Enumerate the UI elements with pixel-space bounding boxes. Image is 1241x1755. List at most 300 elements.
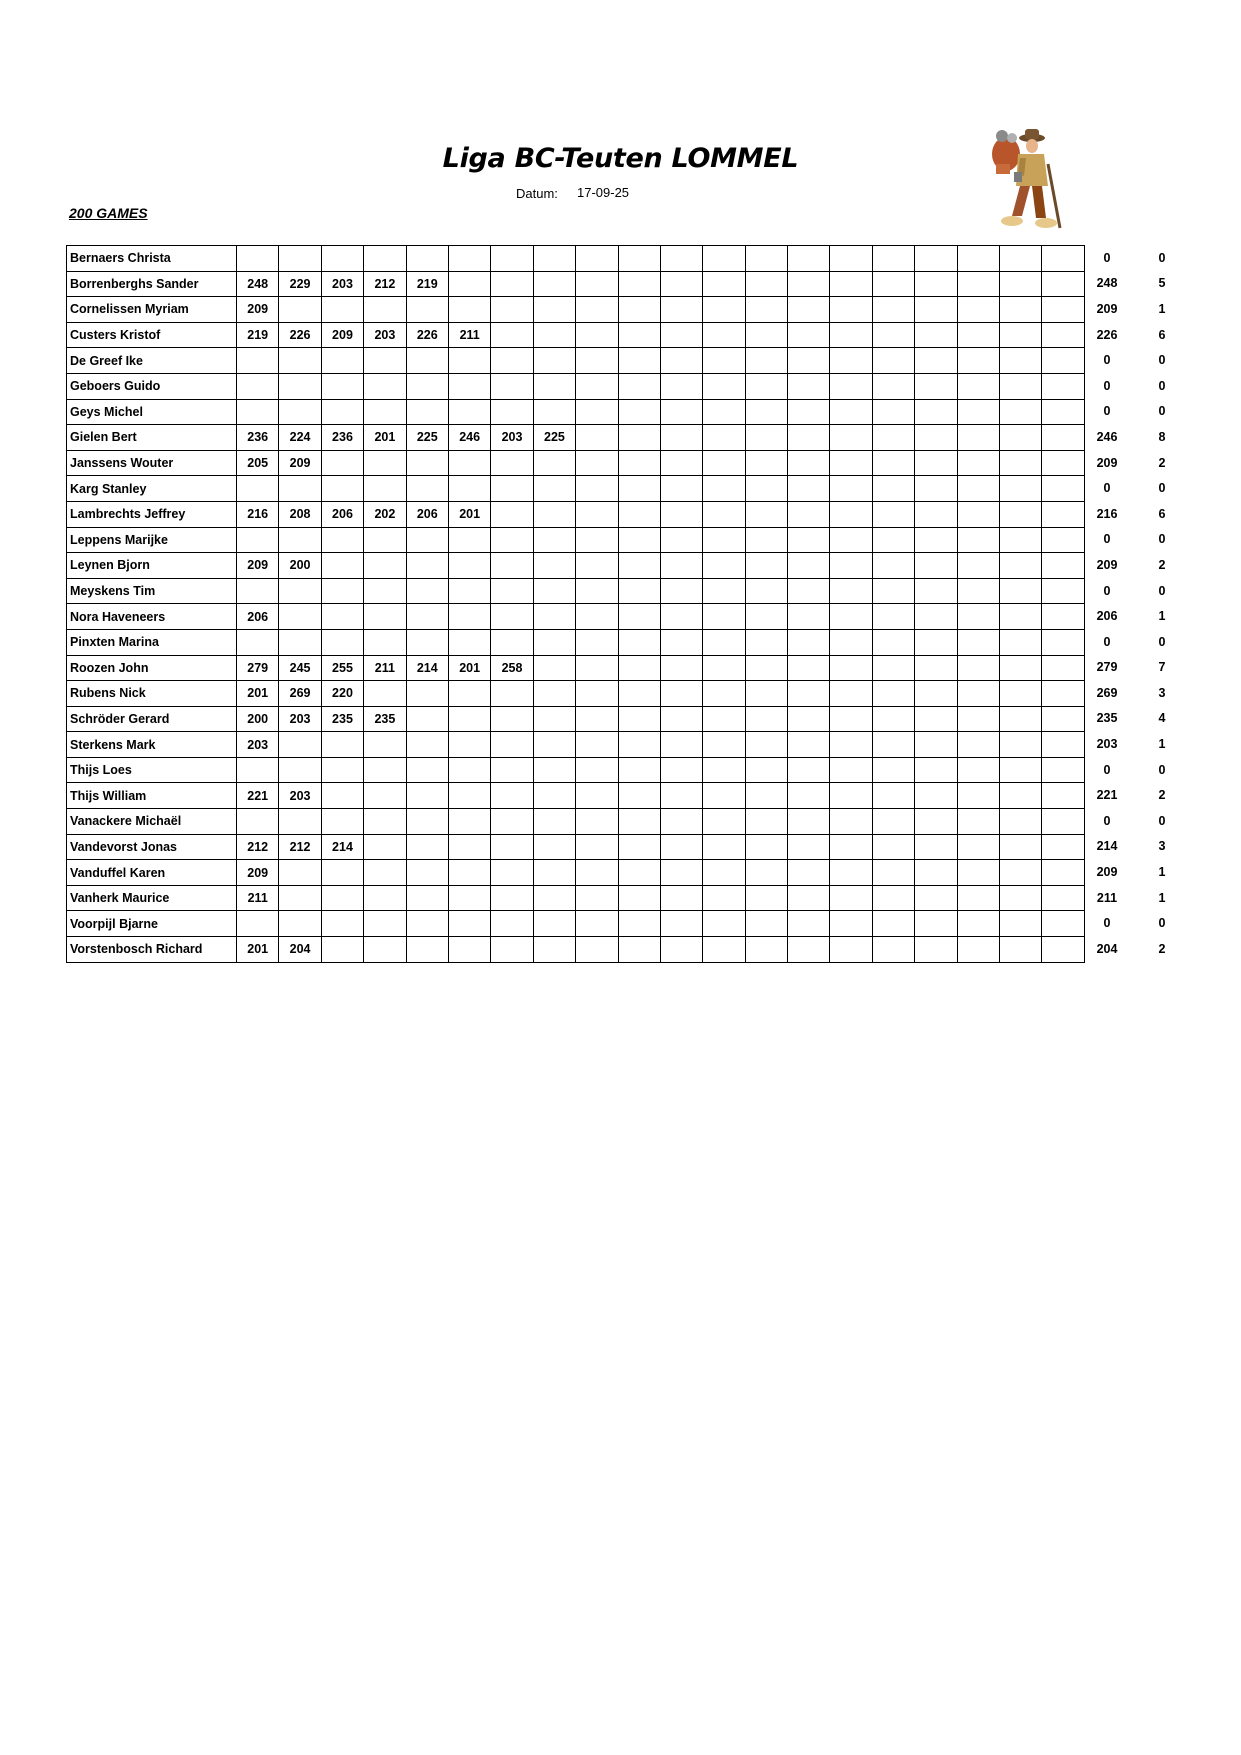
score-cell: [279, 578, 321, 604]
score-cell: [660, 450, 702, 476]
score-cell: [1042, 399, 1084, 425]
score-cell: [957, 885, 999, 911]
score-cell: [745, 297, 787, 323]
score-cell: [788, 246, 830, 272]
table-row: [67, 860, 1085, 886]
score-cell: [915, 911, 957, 937]
score-cell: [1042, 476, 1084, 502]
score-cell: [872, 527, 914, 553]
score-cell: [1000, 885, 1042, 911]
best-score: 209: [1096, 557, 1118, 572]
score-cell: [533, 681, 575, 707]
score-cell: [576, 834, 618, 860]
score-cell: [788, 706, 830, 732]
score-cell: [279, 885, 321, 911]
score-cell: [364, 604, 406, 630]
score-cell: [448, 578, 490, 604]
score-cell: [491, 937, 533, 963]
score-cell: [321, 757, 363, 783]
score-cell: [618, 655, 660, 681]
score-cell: [533, 911, 575, 937]
score-cell: [745, 809, 787, 835]
score-cell: [872, 834, 914, 860]
score-cell: [406, 246, 448, 272]
score-cell: [491, 757, 533, 783]
player-name: Voorpijl Bjarne: [67, 911, 237, 937]
score-cell: [957, 578, 999, 604]
best-score: 0: [1103, 404, 1111, 419]
score-cell: [1042, 322, 1084, 348]
score-cell: [788, 527, 830, 553]
totals-row: [1082, 757, 1192, 783]
totals-row: [1082, 629, 1192, 655]
score-cell: [237, 578, 279, 604]
score-cell: [830, 860, 872, 886]
score-cell: [830, 911, 872, 937]
score-cell: [788, 578, 830, 604]
totals-row: [1082, 271, 1192, 297]
player-name: Schröder Gerard: [67, 706, 237, 732]
score-cell: [745, 604, 787, 630]
score-cell: [533, 604, 575, 630]
score-cell: [406, 348, 448, 374]
score-cell: [491, 681, 533, 707]
score-cell: [703, 783, 745, 809]
score-cell: [448, 246, 490, 272]
player-name: Cornelissen Myriam: [67, 297, 237, 323]
score-cell: [576, 348, 618, 374]
score-cell: [660, 783, 702, 809]
score-cell: [830, 732, 872, 758]
score-cell: 201: [237, 681, 279, 707]
score-cell: [1042, 578, 1084, 604]
score-cell: [830, 476, 872, 502]
player-name: Vorstenbosch Richard: [67, 937, 237, 963]
game-count: 2: [1158, 455, 1166, 470]
score-cell: [872, 604, 914, 630]
score-cell: [237, 527, 279, 553]
score-cell: [660, 937, 702, 963]
score-cell: [321, 348, 363, 374]
score-cell: 201: [364, 425, 406, 451]
score-cell: [957, 527, 999, 553]
totals-row: [1082, 859, 1192, 885]
score-cell: [703, 937, 745, 963]
table-row: [67, 757, 1085, 783]
best-score: 209: [1096, 455, 1118, 470]
score-cell: [703, 757, 745, 783]
score-cell: 236: [237, 425, 279, 451]
score-cell: [660, 604, 702, 630]
best-score: 246: [1096, 429, 1118, 444]
score-cell: [533, 527, 575, 553]
best-score: 0: [1103, 583, 1111, 598]
table-row: [67, 834, 1085, 860]
score-cell: [533, 578, 575, 604]
score-cell: [406, 553, 448, 579]
score-cell: [279, 911, 321, 937]
score-cell: 209: [237, 297, 279, 323]
score-cell: [1042, 246, 1084, 272]
best-score: 214: [1096, 839, 1118, 854]
score-cell: [957, 501, 999, 527]
score-cell: [406, 297, 448, 323]
score-cell: [703, 450, 745, 476]
score-cell: [533, 885, 575, 911]
teut-mascot-icon: [976, 124, 1068, 236]
best-score: 216: [1096, 506, 1118, 521]
score-cell: 203: [279, 783, 321, 809]
score-cell: [618, 604, 660, 630]
score-cell: [957, 681, 999, 707]
score-cell: [1042, 757, 1084, 783]
score-cell: 236: [321, 425, 363, 451]
score-cell: [660, 911, 702, 937]
score-cell: 246: [448, 425, 490, 451]
totals-column: [1082, 245, 1192, 962]
score-cell: [957, 809, 999, 835]
score-cell: [703, 885, 745, 911]
score-cell: [1000, 757, 1042, 783]
score-cell: [957, 604, 999, 630]
score-cell: [1042, 604, 1084, 630]
score-cell: [618, 553, 660, 579]
score-cell: [915, 399, 957, 425]
player-name: Thijs Loes: [67, 757, 237, 783]
score-cell: [533, 373, 575, 399]
score-cell: [1000, 271, 1042, 297]
score-cell: [915, 322, 957, 348]
score-cell: [237, 757, 279, 783]
score-cell: [448, 373, 490, 399]
score-cell: [957, 450, 999, 476]
score-cell: [872, 553, 914, 579]
score-cell: [279, 732, 321, 758]
score-cell: [1042, 732, 1084, 758]
table-row: [67, 553, 1085, 579]
score-cell: [703, 604, 745, 630]
score-cell: [618, 297, 660, 323]
score-cell: [872, 271, 914, 297]
score-cell: [448, 834, 490, 860]
score-cell: [703, 809, 745, 835]
score-cell: [872, 681, 914, 707]
score-cell: [1000, 476, 1042, 502]
score-cell: [406, 937, 448, 963]
player-name: Roozen John: [67, 655, 237, 681]
score-cell: [576, 553, 618, 579]
score-cell: [533, 399, 575, 425]
score-cell: 279: [237, 655, 279, 681]
score-cell: [406, 629, 448, 655]
score-cell: [364, 450, 406, 476]
score-cell: [957, 937, 999, 963]
best-score: 0: [1103, 250, 1111, 265]
best-score: 0: [1103, 481, 1111, 496]
score-cell: [321, 246, 363, 272]
score-cell: [872, 937, 914, 963]
score-cell: 211: [364, 655, 406, 681]
game-count: 0: [1158, 634, 1166, 649]
score-cell: [957, 399, 999, 425]
score-cell: [576, 732, 618, 758]
totals-row: [1082, 655, 1192, 681]
score-cell: [321, 732, 363, 758]
score-cell: [406, 527, 448, 553]
score-cell: [872, 450, 914, 476]
table-row: [67, 732, 1085, 758]
score-cell: [788, 757, 830, 783]
score-cell: [491, 860, 533, 886]
score-cell: [533, 629, 575, 655]
best-score: 0: [1103, 762, 1111, 777]
score-cell: [491, 885, 533, 911]
game-count: 4: [1158, 711, 1166, 726]
score-cell: [406, 885, 448, 911]
score-cell: [830, 425, 872, 451]
score-cell: [533, 809, 575, 835]
score-cell: [1000, 783, 1042, 809]
score-cell: [957, 246, 999, 272]
score-cell: [830, 373, 872, 399]
score-cell: [872, 399, 914, 425]
score-cell: [915, 706, 957, 732]
score-cell: [491, 450, 533, 476]
score-cell: [957, 706, 999, 732]
score-cell: [1000, 450, 1042, 476]
totals-row: [1082, 245, 1192, 271]
totals-row: [1082, 603, 1192, 629]
player-name: Leppens Marijke: [67, 527, 237, 553]
score-cell: 229: [279, 271, 321, 297]
score-cell: [1000, 937, 1042, 963]
score-cell: [576, 783, 618, 809]
table-row: [67, 348, 1085, 374]
score-cell: [872, 476, 914, 502]
table-row: [67, 911, 1085, 937]
score-cell: [745, 911, 787, 937]
score-cell: [1000, 860, 1042, 886]
score-cell: [576, 297, 618, 323]
score-cell: [830, 783, 872, 809]
score-cell: [1042, 527, 1084, 553]
score-cell: [237, 246, 279, 272]
score-cell: [491, 297, 533, 323]
score-cell: [279, 476, 321, 502]
score-cell: [660, 655, 702, 681]
score-cell: [957, 757, 999, 783]
table-row: [67, 425, 1085, 451]
score-cell: [745, 527, 787, 553]
score-cell: [915, 373, 957, 399]
score-cell: [321, 527, 363, 553]
score-cell: [1042, 860, 1084, 886]
score-cell: [1000, 655, 1042, 681]
score-cell: [576, 373, 618, 399]
best-score: 209: [1096, 865, 1118, 880]
score-cell: [660, 348, 702, 374]
score-cell: [448, 271, 490, 297]
score-cell: [364, 297, 406, 323]
score-cell: [576, 655, 618, 681]
score-cell: [321, 578, 363, 604]
score-cell: 214: [406, 655, 448, 681]
score-cell: [788, 399, 830, 425]
score-cell: [237, 476, 279, 502]
score-cell: [872, 348, 914, 374]
score-cell: [957, 425, 999, 451]
score-cell: [491, 911, 533, 937]
score-cell: [703, 348, 745, 374]
totals-row: [1082, 424, 1192, 450]
score-cell: [660, 553, 702, 579]
score-cell: [1042, 297, 1084, 323]
score-cell: [491, 348, 533, 374]
score-cell: [448, 297, 490, 323]
score-cell: 226: [279, 322, 321, 348]
score-cell: [660, 732, 702, 758]
score-cell: [830, 271, 872, 297]
score-cell: [491, 527, 533, 553]
score-cell: [830, 655, 872, 681]
player-name: Vanduffel Karen: [67, 860, 237, 886]
score-cell: [364, 860, 406, 886]
score-cell: 248: [237, 271, 279, 297]
score-cell: [788, 425, 830, 451]
player-name: Leynen Bjorn: [67, 553, 237, 579]
score-cell: [1042, 450, 1084, 476]
game-count: 8: [1158, 429, 1166, 444]
best-score: 221: [1096, 788, 1118, 803]
score-cell: [576, 271, 618, 297]
player-name: De Greef Ike: [67, 348, 237, 374]
score-cell: [660, 501, 702, 527]
score-cell: [533, 834, 575, 860]
score-cell: [279, 604, 321, 630]
score-cell: [237, 809, 279, 835]
score-cell: [703, 860, 745, 886]
score-cell: [957, 271, 999, 297]
score-cell: [576, 911, 618, 937]
score-cell: [448, 450, 490, 476]
score-cell: [745, 425, 787, 451]
player-name: Janssens Wouter: [67, 450, 237, 476]
score-cell: 225: [406, 425, 448, 451]
table-row: [67, 809, 1085, 835]
score-cell: [618, 706, 660, 732]
score-cell: [491, 373, 533, 399]
score-cell: [533, 655, 575, 681]
score-cell: [576, 425, 618, 451]
score-cell: [448, 706, 490, 732]
score-cell: [660, 425, 702, 451]
totals-row: [1082, 782, 1192, 808]
score-cell: [660, 527, 702, 553]
totals-row: [1082, 731, 1192, 757]
score-cell: 203: [237, 732, 279, 758]
score-cell: [830, 399, 872, 425]
score-cell: [957, 911, 999, 937]
score-cell: [406, 706, 448, 732]
score-cell: [491, 732, 533, 758]
best-score: 235: [1096, 711, 1118, 726]
totals-row: [1082, 296, 1192, 322]
player-name: Meyskens Tim: [67, 578, 237, 604]
game-count: 2: [1158, 557, 1166, 572]
score-cell: [957, 373, 999, 399]
score-cell: 255: [321, 655, 363, 681]
score-cell: [703, 425, 745, 451]
score-cell: [279, 297, 321, 323]
score-cell: [745, 271, 787, 297]
score-cell: 221: [237, 783, 279, 809]
score-cell: 201: [237, 937, 279, 963]
table-row: [67, 297, 1085, 323]
score-cell: [703, 501, 745, 527]
score-cell: [660, 399, 702, 425]
score-cell: [1042, 629, 1084, 655]
score-cell: [788, 834, 830, 860]
score-cell: [872, 860, 914, 886]
player-name: Nora Haveneers: [67, 604, 237, 630]
score-cell: [237, 373, 279, 399]
score-cell: [491, 783, 533, 809]
score-cell: [406, 373, 448, 399]
score-cell: [1042, 271, 1084, 297]
score-cell: [872, 578, 914, 604]
score-cell: [872, 757, 914, 783]
game-count: 0: [1158, 250, 1166, 265]
player-name: Thijs William: [67, 783, 237, 809]
score-cell: [491, 271, 533, 297]
game-count: 3: [1158, 685, 1166, 700]
score-cell: 269: [279, 681, 321, 707]
score-cell: [788, 322, 830, 348]
score-cell: [660, 681, 702, 707]
score-cell: [1042, 809, 1084, 835]
score-cell: [618, 501, 660, 527]
score-cell: [364, 732, 406, 758]
score-cell: [576, 809, 618, 835]
game-count: 3: [1158, 839, 1166, 854]
table-row: [67, 681, 1085, 707]
game-count: 0: [1158, 481, 1166, 496]
score-cell: [872, 809, 914, 835]
score-cell: [872, 246, 914, 272]
score-cell: [1000, 348, 1042, 374]
score-cell: [660, 757, 702, 783]
score-cell: 225: [533, 425, 575, 451]
score-cell: [915, 834, 957, 860]
score-cell: [618, 809, 660, 835]
score-cell: [618, 373, 660, 399]
score-cell: [745, 706, 787, 732]
table-row: [67, 706, 1085, 732]
score-cell: [788, 937, 830, 963]
score-cell: [957, 629, 999, 655]
table-row: [67, 937, 1085, 963]
player-name: Bernaers Christa: [67, 246, 237, 272]
score-cell: [830, 629, 872, 655]
score-cell: [1042, 885, 1084, 911]
score-cell: [660, 246, 702, 272]
best-score: 226: [1096, 327, 1118, 342]
player-name: Vanherk Maurice: [67, 885, 237, 911]
score-cell: [703, 706, 745, 732]
score-cell: [448, 809, 490, 835]
score-cell: [915, 527, 957, 553]
score-cell: [745, 732, 787, 758]
